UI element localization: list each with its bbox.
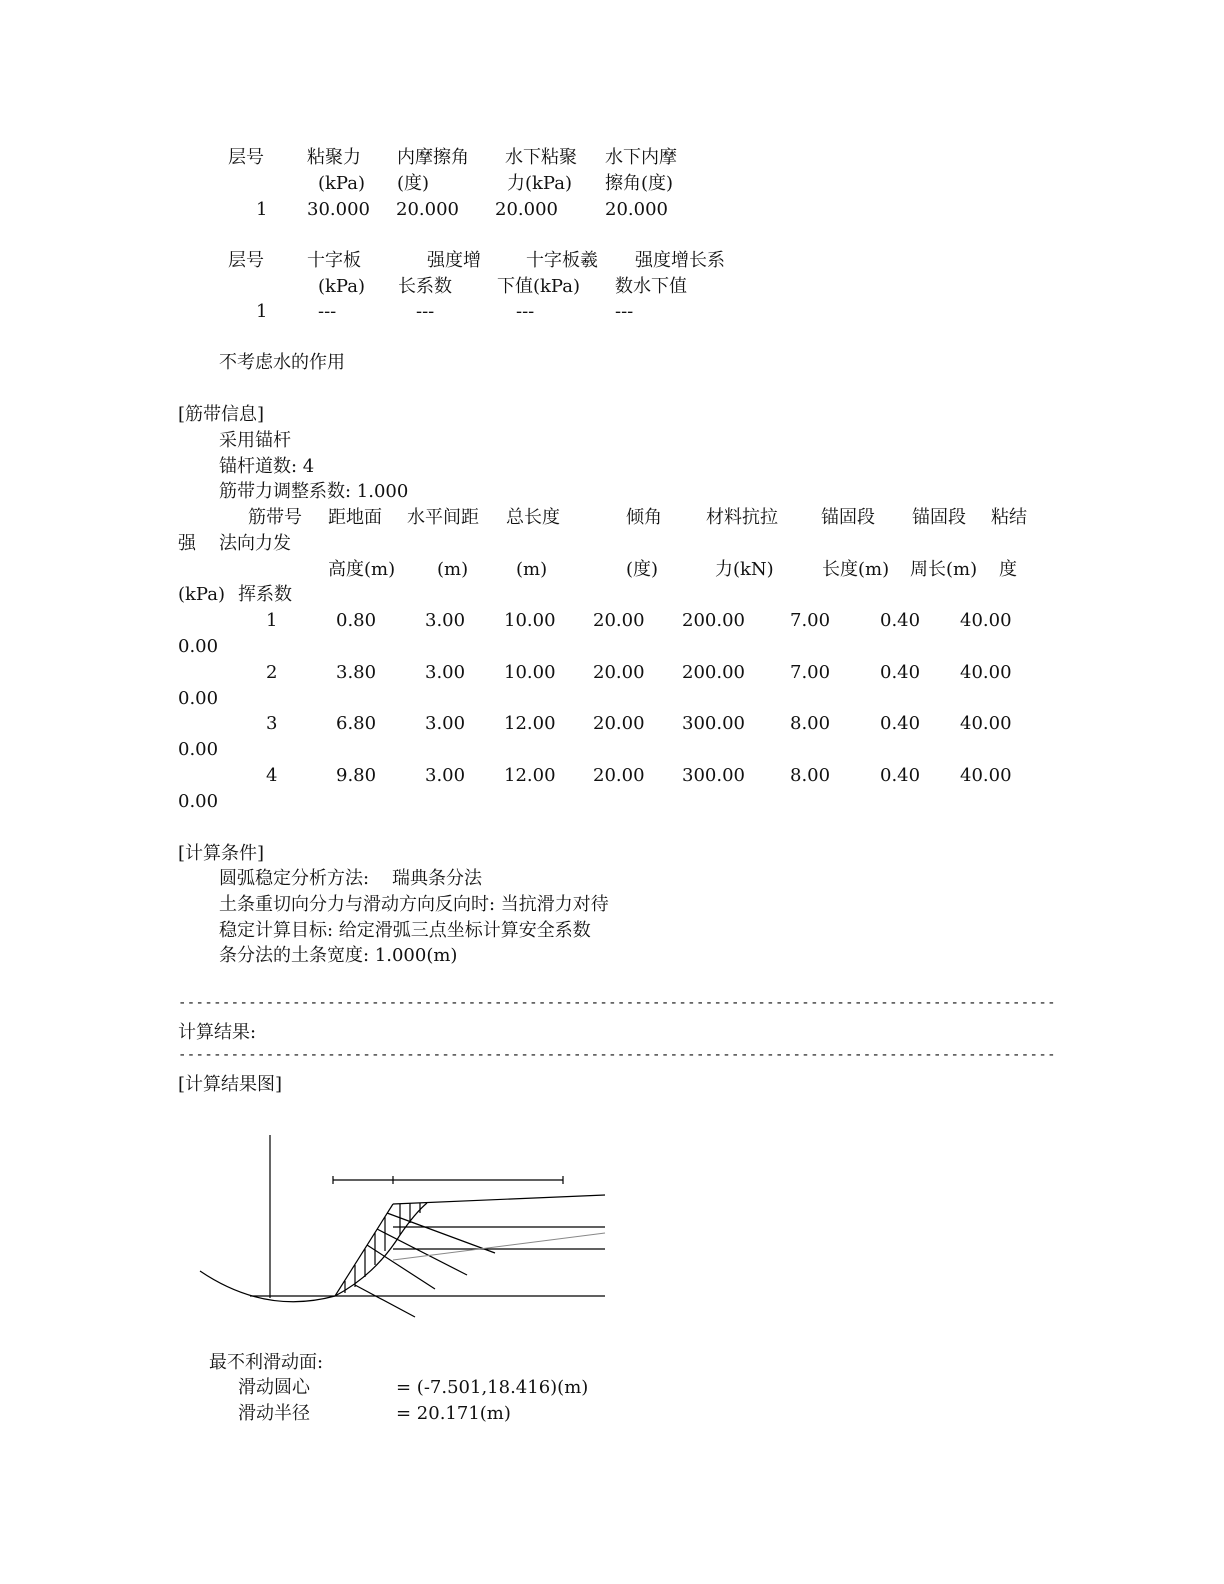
table-row-4-bond: 40.00 (960, 765, 1012, 786)
table1-header-uw-friction: 水下内摩 (605, 147, 677, 168)
rh-angle: 倾角 (626, 507, 662, 528)
table-row-1-number: 1 (266, 610, 278, 631)
table-row-3-tensile: 300.00 (682, 713, 745, 734)
table-row-4-perimeter: 0.40 (880, 765, 921, 786)
slip-radius-value: = 20.171(m) (396, 1403, 511, 1424)
table1-unit-uw-cohesion: 力(kPa) (507, 173, 572, 194)
table-row-2-length: 10.00 (504, 662, 556, 683)
figure-title: [计算结果图] (178, 1074, 283, 1095)
table-row-3-spacing: 3.00 (425, 713, 466, 734)
rh2-spacing: (m) (437, 559, 469, 580)
worst-surface-label: 最不利滑动面: (209, 1352, 324, 1373)
rh-bond: 粘结 (991, 507, 1027, 528)
table1-header-cohesion: 粘聚力 (307, 147, 361, 168)
rh-anchor-perimeter: 锚固段 (912, 507, 966, 528)
table-row-1-angle: 20.00 (593, 610, 645, 631)
condition-method: 圆弧稳定分析方法: 瑞典条分法 (219, 868, 482, 889)
slope-stability-figure (195, 1125, 615, 1325)
rh-wrap-strength: 强 (178, 533, 196, 554)
condition-direction: 土条重切向分力与滑动方向反向时: 当抗滑力对待 (219, 894, 609, 915)
rh-wrap-normal-force: 法向力发 (219, 533, 291, 554)
table2-unit-growth: 长系数 (398, 276, 452, 297)
table1-header-layer: 层号 (228, 147, 264, 168)
table2-header-vane: 十字板 (307, 250, 361, 271)
table-row-4-anchor-length: 8.00 (790, 765, 831, 786)
table1-header-friction: 内摩擦角 (397, 147, 469, 168)
rh2-anchor-length: 长度(m) (822, 559, 890, 580)
table2-header-layer: 层号 (228, 250, 264, 271)
table-row-2-angle: 20.00 (593, 662, 645, 683)
rh2-tensile: 力(kN) (715, 559, 774, 580)
results-title: 计算结果: (178, 1022, 257, 1043)
conditions-section-title: [计算条件] (178, 843, 265, 864)
table1-header-uw-cohesion: 水下粘聚 (505, 147, 577, 168)
table-row-2-anchor-length: 7.00 (790, 662, 831, 683)
table-row-4-number: 4 (266, 765, 278, 786)
slip-radius-label: 滑动半径 (238, 1403, 310, 1424)
anchor-count-text: 锚杆道数: 4 (219, 456, 315, 477)
table-row-3-factor: 0.00 (178, 739, 219, 760)
table-row-2-spacing: 3.00 (425, 662, 466, 683)
table1-unit-friction: (度) (397, 173, 430, 194)
table1-cell-uw-cohesion: 20.000 (495, 199, 558, 220)
table-row-3-number: 3 (266, 713, 278, 734)
figure-slip-circle (200, 1203, 427, 1302)
table1-unit-cohesion: (kPa) (318, 173, 365, 194)
table-row-3-angle: 20.00 (593, 713, 645, 734)
table1-cell-layer: 1 (256, 199, 268, 220)
water-note: 不考虑水的作用 (219, 352, 345, 373)
table-row-1-spacing: 3.00 (425, 610, 466, 631)
force-factor-text: 筋带力调整系数: 1.000 (219, 481, 409, 502)
table-row-2-height: 3.80 (336, 662, 377, 683)
table2-cell-vane-uw: --- (516, 301, 535, 322)
figure-slope-face (335, 1204, 393, 1296)
table-row-4-spacing: 3.00 (425, 765, 466, 786)
table1-cell-friction: 20.000 (396, 199, 459, 220)
table1-cell-cohesion: 30.000 (307, 199, 370, 220)
table-row-2-bond: 40.00 (960, 662, 1012, 683)
table-row-4-angle: 20.00 (593, 765, 645, 786)
table2-header-growth: 强度增 (427, 250, 481, 271)
rh2-bond: 度 (999, 559, 1017, 580)
rh-length: 总长度 (506, 507, 560, 528)
rh-anchor-length: 锚固段 (821, 507, 875, 528)
rh2-wrap-kpa: (kPa) (178, 584, 225, 605)
condition-width: 条分法的土条宽度: 1.000(m) (219, 945, 458, 966)
table-row-3-height: 6.80 (336, 713, 377, 734)
rh2-anchor-perimeter: 周长(m) (910, 559, 978, 580)
table-row-2-factor: 0.00 (178, 688, 219, 709)
table-row-1-bond: 40.00 (960, 610, 1012, 631)
table-row-2-tensile: 200.00 (682, 662, 745, 683)
rh2-angle: (度) (626, 559, 659, 580)
figure-anchor-3 (367, 1245, 435, 1289)
rh2-wrap-factor: 挥系数 (238, 584, 292, 605)
table-row-1-height: 0.80 (336, 610, 377, 631)
table-row-4-height: 9.80 (336, 765, 377, 786)
table2-unit-vane-uw: 下值(kPa) (497, 276, 580, 297)
rh2-height: 高度(m) (328, 559, 396, 580)
table1-unit-uw-friction: 擦角(度) (605, 173, 674, 194)
table-row-1-anchor-length: 7.00 (790, 610, 831, 631)
table2-unit-vane: (kPa) (318, 276, 365, 297)
table-row-1-length: 10.00 (504, 610, 556, 631)
rh-tensile: 材料抗拉 (706, 507, 778, 528)
rh-height: 距地面 (328, 507, 382, 528)
slip-center-value: = (-7.501,18.416)(m) (396, 1377, 589, 1398)
rh-number: 筋带号 (248, 507, 302, 528)
table-row-1-perimeter: 0.40 (880, 610, 921, 631)
table-row-3-anchor-length: 8.00 (790, 713, 831, 734)
table1-cell-uw-friction: 20.000 (605, 199, 668, 220)
table2-unit-growth-uw: 数水下值 (615, 276, 687, 297)
figure-slope-top (393, 1195, 605, 1204)
table2-header-growth-uw: 强度增长系 (635, 250, 725, 271)
figure-anchor-1 (387, 1213, 495, 1253)
reinforcement-section-title: [筋带信息] (178, 404, 265, 425)
table-row-3-length: 12.00 (504, 713, 556, 734)
divider-bottom: ---------------------------------------------------------------------------------------------------- (178, 1047, 1056, 1063)
use-anchor-text: 采用锚杆 (219, 430, 291, 451)
rh-spacing: 水平间距 (407, 507, 479, 528)
table-row-1-factor: 0.00 (178, 636, 219, 657)
condition-target: 稳定计算目标: 给定滑弧三点坐标计算安全系数 (219, 920, 591, 941)
divider-top: ---------------------------------------------------------------------------------------------------- (178, 995, 1056, 1011)
table-row-4-tensile: 300.00 (682, 765, 745, 786)
figure-slip-chord (393, 1233, 605, 1260)
table2-cell-layer: 1 (256, 301, 268, 322)
table-row-3-bond: 40.00 (960, 713, 1012, 734)
table-row-2-perimeter: 0.40 (880, 662, 921, 683)
table-row-4-factor: 0.00 (178, 791, 219, 812)
table2-cell-vane: --- (318, 301, 337, 322)
rh2-length: (m) (516, 559, 548, 580)
table-row-4-length: 12.00 (504, 765, 556, 786)
table2-header-vane-uw: 十字板羲 (526, 250, 598, 271)
figure-anchor-4 (355, 1285, 415, 1317)
table-row-3-perimeter: 0.40 (880, 713, 921, 734)
table-row-2-number: 2 (266, 662, 278, 683)
slip-center-label: 滑动圆心 (238, 1377, 310, 1398)
table2-cell-growth: --- (416, 301, 435, 322)
table2-cell-growth-uw: --- (615, 301, 634, 322)
table-row-1-tensile: 200.00 (682, 610, 745, 631)
